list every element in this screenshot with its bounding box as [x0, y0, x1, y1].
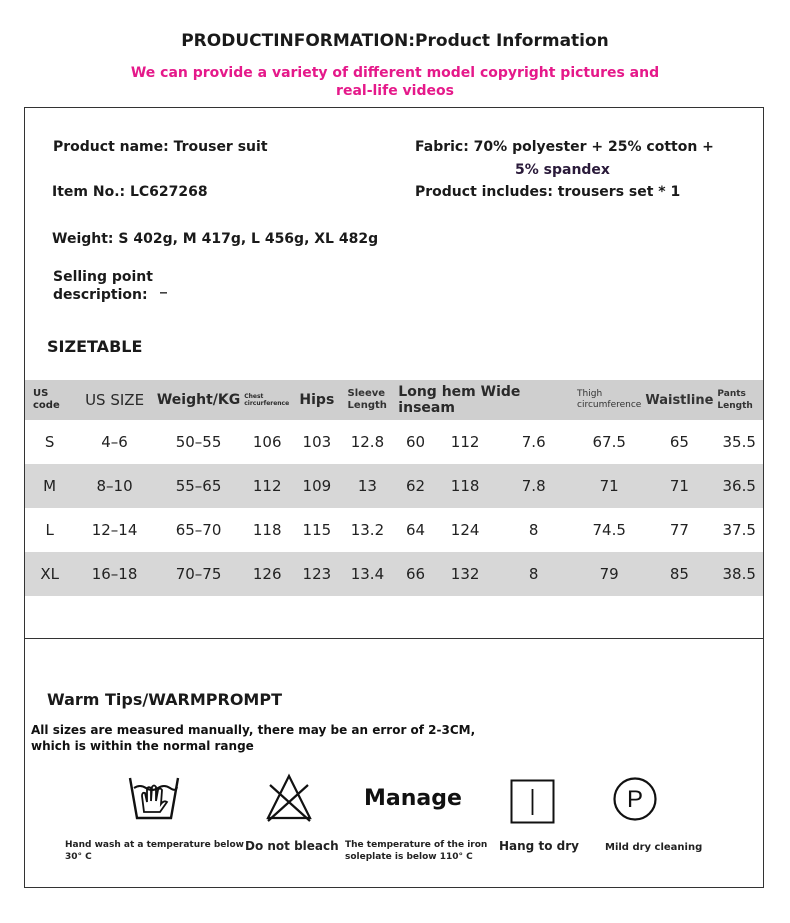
- table-cell: 8–10: [74, 464, 155, 508]
- table-cell: M: [25, 464, 74, 508]
- table-cell: S: [44, 433, 55, 451]
- table-cell: L: [45, 521, 54, 539]
- header-sleeve: [342, 380, 394, 420]
- table-cell: 65–70: [175, 521, 222, 539]
- table-cell: XL: [25, 552, 74, 596]
- header-thigh-line-2: circumference: [577, 400, 642, 410]
- warm-tips-note: [31, 722, 475, 754]
- header-chest: [242, 380, 292, 420]
- table-cell: 50–55: [175, 433, 222, 451]
- manage-text: Manage: [364, 786, 462, 811]
- table-cell: 8: [492, 552, 575, 596]
- table-cell-empty: [25, 596, 763, 644]
- header-thigh-line-1: Thigh: [577, 389, 603, 399]
- table-cell: 38.5: [715, 552, 763, 596]
- dry-cleaning-label: Mild dry cleaning: [605, 842, 703, 853]
- header-pants-length: [715, 380, 763, 420]
- dry-cleaning-icon: [612, 776, 658, 822]
- table-cell: 13.2: [350, 521, 385, 539]
- warm-tips-title: Warm Tips/WARMPROMPT: [47, 690, 282, 709]
- fabric-line-1: Fabric: 70% polyester + 25% cotton +: [415, 139, 714, 155]
- fabric-line-2: 5% spandex: [515, 162, 610, 178]
- table-row: [25, 420, 763, 464]
- table-cell: 66: [393, 552, 438, 596]
- table-cell: 13.4: [342, 552, 394, 596]
- warm-tips-note-line-2: which is within the normal range: [31, 739, 254, 753]
- table-row: [25, 464, 763, 508]
- header-chest-line-1: Chest: [244, 393, 264, 400]
- size-table-title: SIZETABLE: [47, 337, 143, 356]
- table-cell: 67.5: [592, 433, 626, 451]
- iron-line-1: The temperature of the iron: [345, 840, 488, 850]
- selling-point-line-2: description:: [53, 287, 148, 303]
- hang-dry-icon: [510, 779, 556, 825]
- page-title: PRODUCTINFORMATION:Product Information: [181, 31, 609, 51]
- dry-cleaning-letter: P: [626, 786, 644, 813]
- table-row: [25, 508, 763, 552]
- header-us-code-line-1: US: [33, 388, 49, 399]
- table-cell: 85: [643, 552, 715, 596]
- table-cell: 109: [292, 464, 341, 508]
- hand-wash-line-2: 30° C: [65, 852, 92, 862]
- table-cell: 12.8: [350, 433, 385, 451]
- header-us-code-line-2: code: [33, 400, 60, 411]
- table-cell: 12–14: [91, 521, 138, 539]
- warm-tips-note-line-1: All sizes are measured manually, there may be an error of 2-3CM,: [31, 723, 476, 737]
- header-sleeve-line-2: Length: [347, 400, 387, 411]
- table-cell: 13: [342, 464, 394, 508]
- selling-point-value: _: [160, 278, 167, 294]
- table-cell: 62: [393, 464, 438, 508]
- table-cell: 77: [669, 521, 689, 539]
- table-cell: 7.8: [492, 464, 575, 508]
- table-cell: 123: [292, 552, 341, 596]
- table-cell: 126: [242, 552, 292, 596]
- header-chest-line-2: circurference: [244, 400, 290, 407]
- subtitle-line-1: We can provide a variety of different model copyright pictures and: [130, 65, 660, 81]
- hang-dry-label: Hang to dry: [499, 839, 579, 853]
- weight-info: Weight: S 402g, M 417g, L 456g, XL 482g: [52, 231, 379, 247]
- table-cell: 79: [575, 552, 643, 596]
- table-cell: 8: [528, 521, 539, 539]
- subtitle: [0, 64, 790, 100]
- table-cell: 115: [302, 521, 332, 539]
- table-cell: 55–65: [155, 464, 242, 508]
- table-cell: 16–18: [74, 552, 155, 596]
- table-cell: 103: [302, 433, 332, 451]
- table-row-empty: [25, 596, 763, 644]
- selling-point-label: [53, 268, 153, 304]
- hand-wash-icon: [128, 774, 180, 822]
- selling-point-line-1: Selling point: [53, 269, 153, 285]
- table-cell: 64: [406, 521, 426, 539]
- table-cell: 106: [252, 433, 282, 451]
- header-us-size: US SIZE: [74, 380, 155, 420]
- header-weight: Weight/KG: [155, 380, 242, 420]
- table-cell: 71: [575, 464, 643, 508]
- table-cell: 71: [643, 464, 715, 508]
- header-pants-line-2: Length: [717, 401, 753, 411]
- table-cell: 112: [450, 433, 480, 451]
- hand-wash-line-1: Hand wash at a temperature below: [65, 840, 244, 850]
- hand-wash-label: [65, 839, 244, 863]
- header-waistline: Waistline: [643, 380, 715, 420]
- table-cell: 37.5: [722, 521, 756, 539]
- table-cell: 74.5: [592, 521, 626, 539]
- table-cell: 124: [450, 521, 480, 539]
- table-cell: 4–6: [101, 433, 128, 451]
- header-hips: Hips: [292, 380, 341, 420]
- table-cell: 65: [669, 433, 689, 451]
- size-table-header: [25, 380, 763, 420]
- table-row: [25, 552, 763, 596]
- table-cell: 112: [242, 464, 292, 508]
- table-cell: 118: [252, 521, 282, 539]
- table-cell: 70–75: [155, 552, 242, 596]
- header-long-hem-wide-inseam: Long hem Wide inseam: [393, 380, 575, 420]
- size-table: [25, 380, 763, 644]
- subtitle-line-2: real-life videos: [336, 83, 454, 99]
- table-cell: 35.5: [722, 433, 756, 451]
- table-cell: 60: [406, 433, 426, 451]
- do-not-bleach-label: Do not bleach: [245, 839, 339, 853]
- table-cell: 36.5: [715, 464, 763, 508]
- table-cell: 118: [438, 464, 493, 508]
- iron-label: [345, 839, 487, 863]
- header-pants-line-1: Pants: [717, 389, 746, 399]
- product-name: Product name: Trouser suit: [53, 139, 268, 155]
- table-cell: 132: [438, 552, 493, 596]
- iron-line-2: soleplate is below 110° C: [345, 852, 473, 862]
- header-us-code: [25, 380, 74, 420]
- product-includes: Product includes: trousers set * 1: [415, 184, 681, 200]
- item-number: Item No.: LC627268: [52, 184, 208, 200]
- header-thigh: [575, 380, 643, 420]
- header-sleeve-line-1: Sleeve: [347, 388, 386, 399]
- table-cell: 7.6: [521, 433, 546, 451]
- do-not-bleach-icon: [266, 773, 312, 823]
